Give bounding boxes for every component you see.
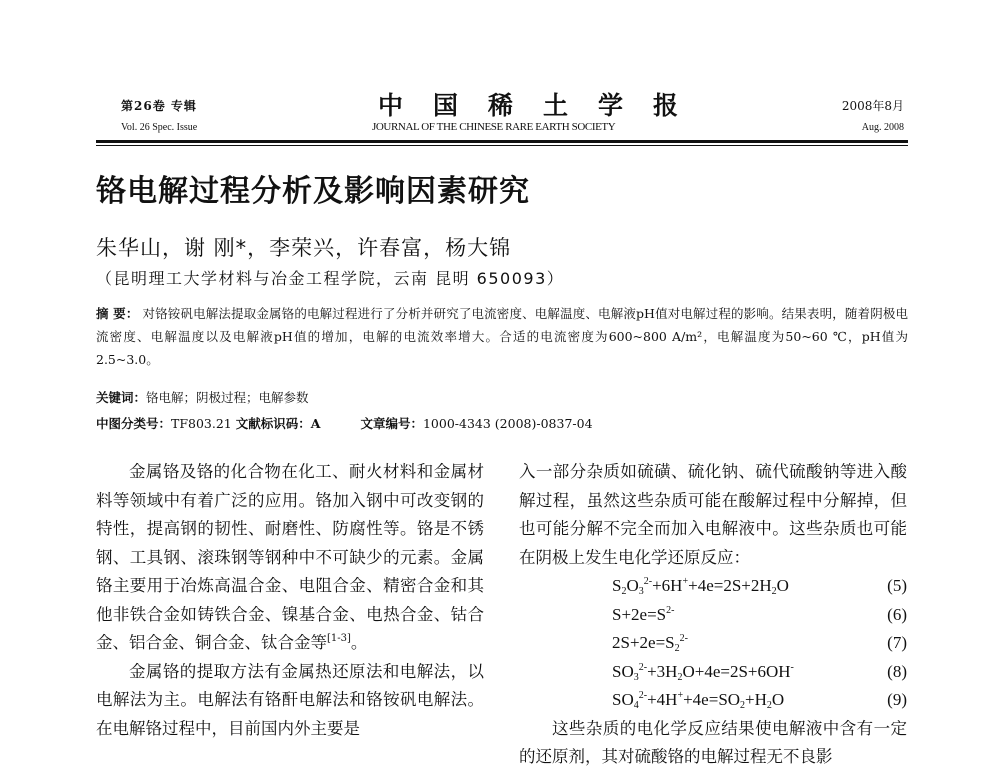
article-title: 铬电解过程分析及影响因素研究 <box>96 174 530 209</box>
volume-issue-en: Vol. 26 Spec. Issue <box>121 122 198 133</box>
equation-number: (7) <box>887 633 907 652</box>
keywords-label: 关键词： <box>96 390 147 405</box>
classification-line <box>96 414 593 432</box>
body-left-column <box>96 458 484 743</box>
citation: [1-3] <box>327 633 351 644</box>
body-paragraph: 入一部分杂质如硫磺、硫化钠、硫代硫酸钠等进入酸解过程，虽然这些杂质可能在酸解过程中分解掉，但也可能分解不完全而加入电解液中。这些杂质也可能在阴极上发生电化学还原反应： <box>519 462 907 567</box>
body-paragraph: 这些杂质的电化学反应结果使电解液中含有一定的还原剂，其对硫酸铬的电解过程无不良影 <box>519 718 907 766</box>
doc-code-label: 文献标识码： <box>235 416 311 431</box>
article-number-value: 1000-4343 (2008)-0837-04 <box>422 416 593 431</box>
journal-title-cn: 中国稀土学报 <box>378 91 709 120</box>
clc-value: TF803.21 <box>171 416 232 431</box>
abstract-label: 摘 要： <box>96 306 139 321</box>
volume-issue-cn: 第26卷 专辑 <box>121 99 197 113</box>
header-rule-thick <box>96 140 908 143</box>
body-paragraph: 金属铬及铬的化合物在化工、耐火材料和金属材料等领域中有着广泛的应用。铬加入钢中可改变钢的特性，提高钢的韧性、耐磨性、防腐性等。铬是不锈钢、工具钢、滚珠钢等钢种中不可缺少的元素。金属铬主要用于冶炼高温合金、电阻合金、精密合金和其他非铁合金如铸铁合金、镍基合金、电热合金、钴合金、铝合金、铜合金、钛合金等[1-3]。 <box>96 462 484 652</box>
keywords-text: 铬电解；阴极过程；电解参数 <box>146 390 309 405</box>
keywords <box>96 388 309 406</box>
equation: $S_2O_3^{2-}+6H^++4e=2S+2H_2O$ (5) <box>519 572 907 601</box>
equation: $S+2e=S^{2-}$ (6) <box>519 601 907 630</box>
journal-title-en: JOURNAL OF THE CHINESE RARE EARTH SOCIETY <box>372 121 616 133</box>
equation: $SO_4^{2-}+4H^++4e=SO_2+H_2O$ (9) <box>519 686 907 715</box>
abstract <box>96 302 908 371</box>
doc-code-value: A <box>310 416 321 431</box>
equation: $2S+2e=S_2^{2-}$ (7) <box>519 629 907 658</box>
clc-label: 中图分类号： <box>96 416 172 431</box>
body-paragraph: 金属铬的提取方法有金属热还原法和电解法，以电解法为主。电解法有铬酐电解法和铬铵矾电解法。在电解铬过程中，目前国内外主要是 <box>96 661 484 738</box>
article-number-label: 文章编号： <box>360 416 423 431</box>
publication-date-cn: 2008年8月 <box>841 99 904 113</box>
author-affiliation: （昆明理工大学材料与冶金工程学院，云南 昆明 650093） <box>96 269 565 288</box>
abstract-text: 对铬铵矾电解法提取金属铬的电解过程进行了分析并研究了电流密度、电解温度、电解液pH值对电解过程的影响。结果表明，随着阴极电流密度、电解温度以及电解液pH值的增加，电解的电流效率增大。合适的电流密度为600~800 A/m²，电解温度为50~60 ℃，pH值为2.5~3.0。 <box>96 306 909 367</box>
publication-date-en: Aug. 2008 <box>861 122 904 133</box>
equation: $SO_3^{2-}+3H_2O+4e=2S+6OH^-$ (8) <box>519 658 907 687</box>
equation-number: (6) <box>887 604 907 624</box>
author-list: 朱华山，谢 刚*，李荣兴，许春富，杨大锦 <box>96 236 512 260</box>
equation-number: (9) <box>887 690 907 709</box>
equation-number: (8) <box>887 661 907 681</box>
equation-number: (5) <box>887 576 907 595</box>
header-rule-thin <box>96 145 908 146</box>
body-right-column <box>519 458 907 772</box>
